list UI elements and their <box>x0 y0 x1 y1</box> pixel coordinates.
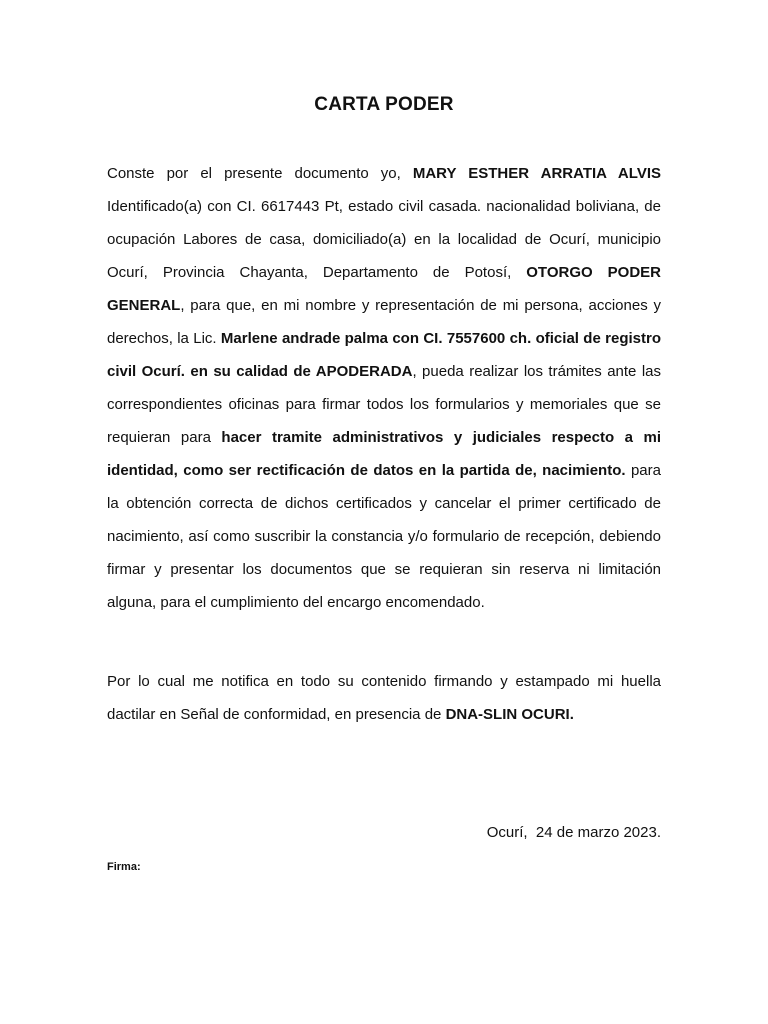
attorney-details: Marlene andrade palma con CI. 7557600 ch. oficial de registro civil Ocurí. en su calidad de APODERADA <box>107 330 661 380</box>
grant-statement: OTORGO PODER GENERAL <box>107 264 661 314</box>
document-title: CARTA PODER <box>314 94 454 115</box>
text-run: , para que, en mi nombre y representación de mi persona, acciones y derechos, la Lic. <box>107 297 661 347</box>
text-run: Identificado(a) con CI. 6617443 Pt, estado civil casada. nacionalidad boliviana, de ocupación Labores de casa, domiciliado(a) en la localidad de Ocurí, municipio Ocurí, Provincia Chayanta, Departamento de Potosí, <box>107 198 661 281</box>
witness-entity: DNA-SLIN OCURI. <box>445 706 574 723</box>
text-run: para la obtención correcta de dichos certificados y cancelar el primer certificado de nacimiento, así como suscribir la constancia y/o formulario de recepción, debiendo firmar y presentar los documentos que se requieran sin reserva ni limitación alguna, para el cumplimiento del encargo encomendado. <box>107 462 661 611</box>
text-run: Por lo cual me notifica en todo su contenido firmando y estampado mi huella dactilar en Señal de conformidad, en presencia de <box>107 673 661 723</box>
text-run: Conste por el presente documento yo, <box>107 165 413 182</box>
body-paragraph-2 <box>107 665 661 731</box>
text-run: , pueda realizar los trámites ante las correspondientes oficinas para firmar todos los formularios y memoriales que se requieran para <box>107 363 661 446</box>
grantor-name: MARY ESTHER ARRATIA ALVIS <box>412 165 661 182</box>
date-line: Ocurí, 24 de marzo 2023. <box>486 824 661 841</box>
signature-label: Firma: <box>107 861 141 873</box>
body-paragraph-1 <box>107 157 661 619</box>
purpose-statement: hacer tramite administrativos y judiciales respecto a mi identidad, como ser rectificación de datos en la partida de, nacimiento. <box>107 429 661 479</box>
